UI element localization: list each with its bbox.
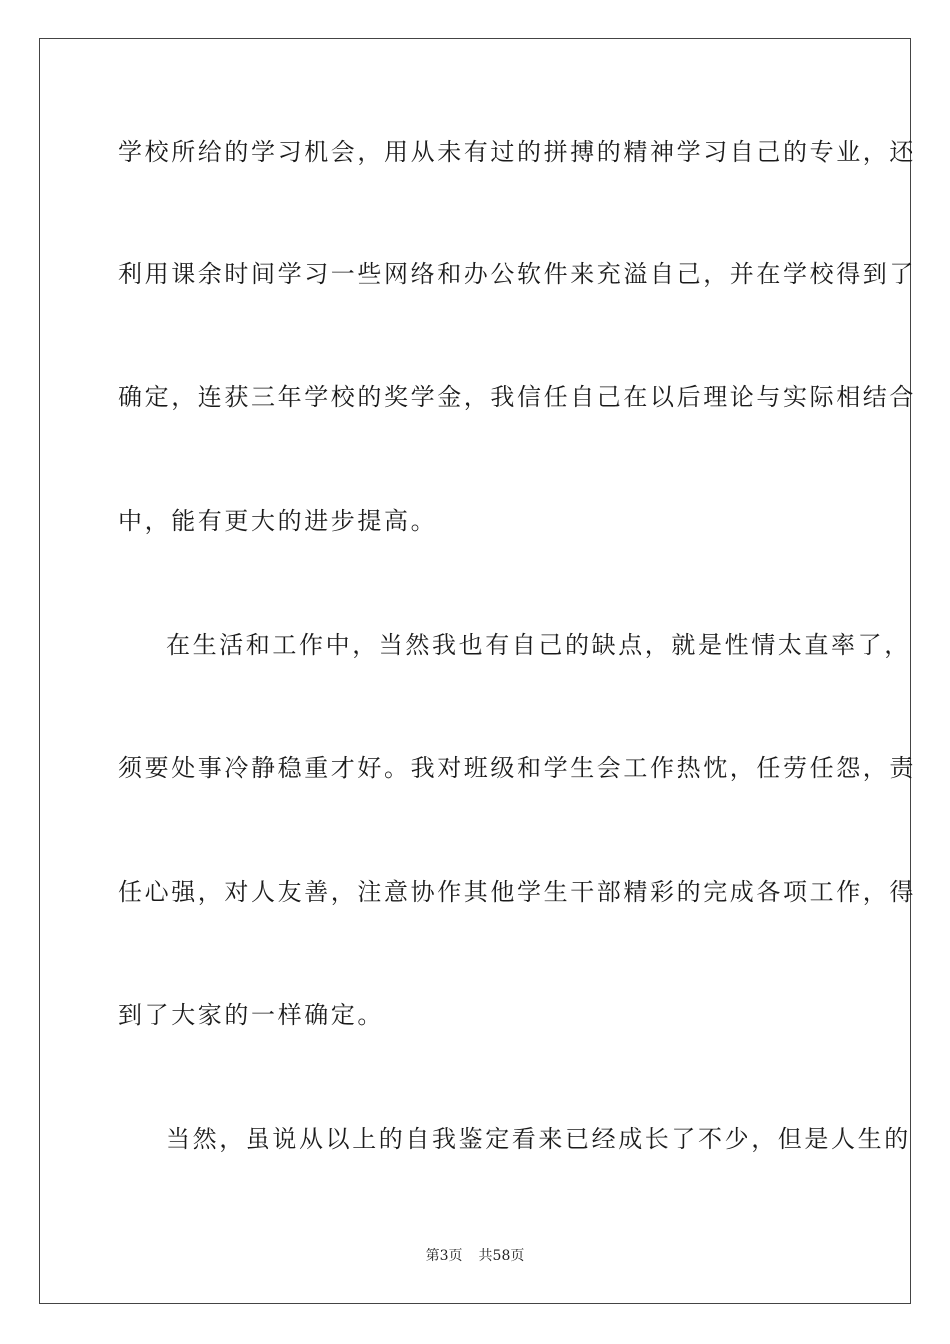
paragraph-line: 确定，连获三年学校的奖学金，我信任自己在以后理论与实际相结合 [118, 383, 916, 411]
paragraph-line: 到了大家的一样确定。 [118, 1001, 384, 1029]
page-number: 第3页 [425, 1248, 463, 1264]
paragraph-line: 利用课余时间学习一些网络和办公软件来充溢自己，并在学校得到了 [118, 260, 916, 288]
page-border [39, 38, 916, 1304]
paragraph-line: 须要处事冷静稳重才好。我对班级和学生会工作热忱，任劳任怨，责 [118, 754, 916, 782]
page-footer [0, 1246, 950, 1266]
paragraph-line: 学校所给的学习机会，用从未有过的拼搏的精神学习自己的专业，还 [118, 138, 916, 166]
page-total: 共58页 [478, 1248, 525, 1264]
paragraph-line: 任心强，对人友善，注意协作其他学生干部精彩的完成各项工作，得 [118, 878, 916, 906]
paragraph-line: 中，能有更大的进步提高。 [118, 507, 438, 535]
paragraph-line: 在生活和工作中，当然我也有自己的缺点，就是性情太直率了， [166, 631, 911, 659]
paragraph-line: 当然，虽说从以上的自我鉴定看来已经成长了不少，但是人生的 [166, 1125, 911, 1153]
